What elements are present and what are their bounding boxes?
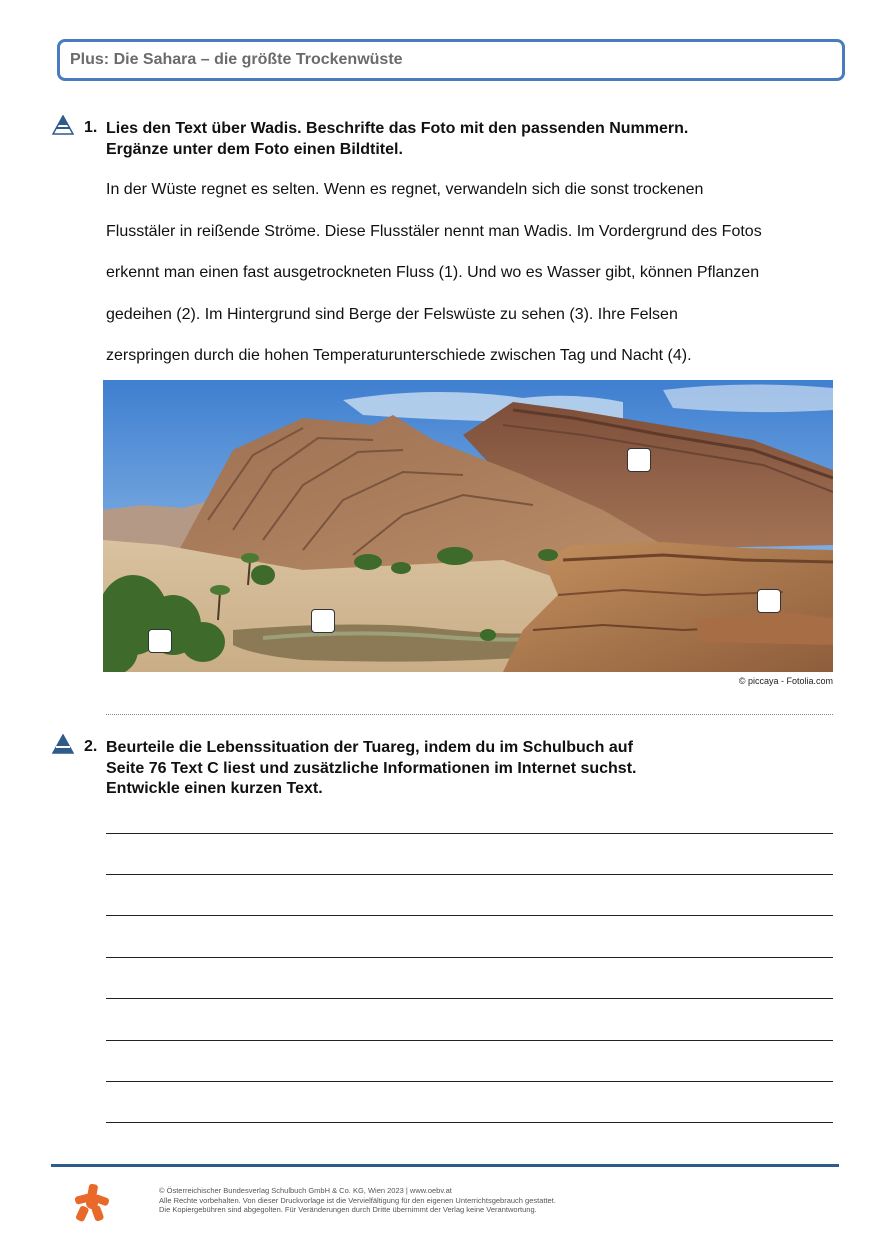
task-1-number: 1. — [84, 119, 98, 136]
text-line: Flusstäler in reißende Ströme. Diese Flusstäler nennt man Wadis. Im Vordergrund des Fotos — [106, 223, 762, 240]
answer-line[interactable] — [106, 957, 833, 958]
footer-line: Die Kopiergebühren sind abgegolten. Für Veränderungen durch Dritte übernimmt der Verlag keine Verantwortung. — [159, 1205, 537, 1214]
text-line: In der Wüste regnet es selten. Wenn es regnet, verwandeln sich die sonst trockenen — [106, 181, 704, 198]
triangle-level-icon — [52, 734, 74, 754]
footer-line: © Österreichischer Bundesverlag Schulbuch GmbH & Co. KG, Wien 2023 | www.oebv.at — [159, 1186, 452, 1195]
header-box — [57, 39, 845, 81]
caption-line[interactable] — [106, 714, 833, 715]
page-title: Plus: Die Sahara – die größte Trockenwüste — [70, 51, 403, 68]
footer-copyright — [159, 1186, 556, 1215]
task-2-number: 2. — [84, 738, 98, 755]
text-line: erkennt man einen fast ausgetrockneten Fluss (1). Und wo es Wasser gibt, können Pflanzen — [106, 264, 760, 281]
answer-line[interactable] — [106, 1040, 833, 1041]
text-line: gedeihen (2). Im Hintergrund sind Berge der Felswüste zu sehen (3). Ihre Felsen — [106, 306, 678, 323]
answer-line[interactable] — [106, 1081, 833, 1082]
label-box-4[interactable] — [757, 589, 781, 613]
answer-line[interactable] — [106, 833, 833, 834]
label-box-3[interactable] — [627, 448, 651, 472]
task-2-instruction: Beurteile die Lebenssituation der Tuareg, indem du im Schulbuch auf Seite 76 Text C liest und zusätzliche Informationen im Internet suchst. Entwickle einen kurzen Text. — [106, 739, 637, 797]
answer-line[interactable] — [106, 874, 833, 875]
footer-rule — [51, 1164, 839, 1167]
wadi-photo — [103, 380, 833, 672]
answer-line[interactable] — [106, 915, 833, 916]
oebv-logo-icon — [73, 1182, 111, 1222]
answer-line[interactable] — [106, 1122, 833, 1123]
text-line: zerspringen durch die hohen Temperaturunterschiede zwischen Tag und Nacht (4). — [106, 347, 692, 364]
footer-line: Alle Rechte vorbehalten. Von dieser Druckvorlage ist die Vervielfältigung für den eigenen Unterrichtsgebrauch gestattet. — [159, 1195, 556, 1205]
task-1-instruction: Lies den Text über Wadis. Beschrifte das Foto mit den passenden Nummern. Ergänze unter dem Foto einen Bildtitel. — [106, 120, 689, 158]
answer-line[interactable] — [106, 998, 833, 999]
photo-credit: © piccaya - Fotolia.com — [738, 676, 833, 686]
triangle-level-icon — [52, 115, 74, 135]
label-box-2[interactable] — [148, 629, 172, 653]
label-box-1[interactable] — [311, 609, 335, 633]
